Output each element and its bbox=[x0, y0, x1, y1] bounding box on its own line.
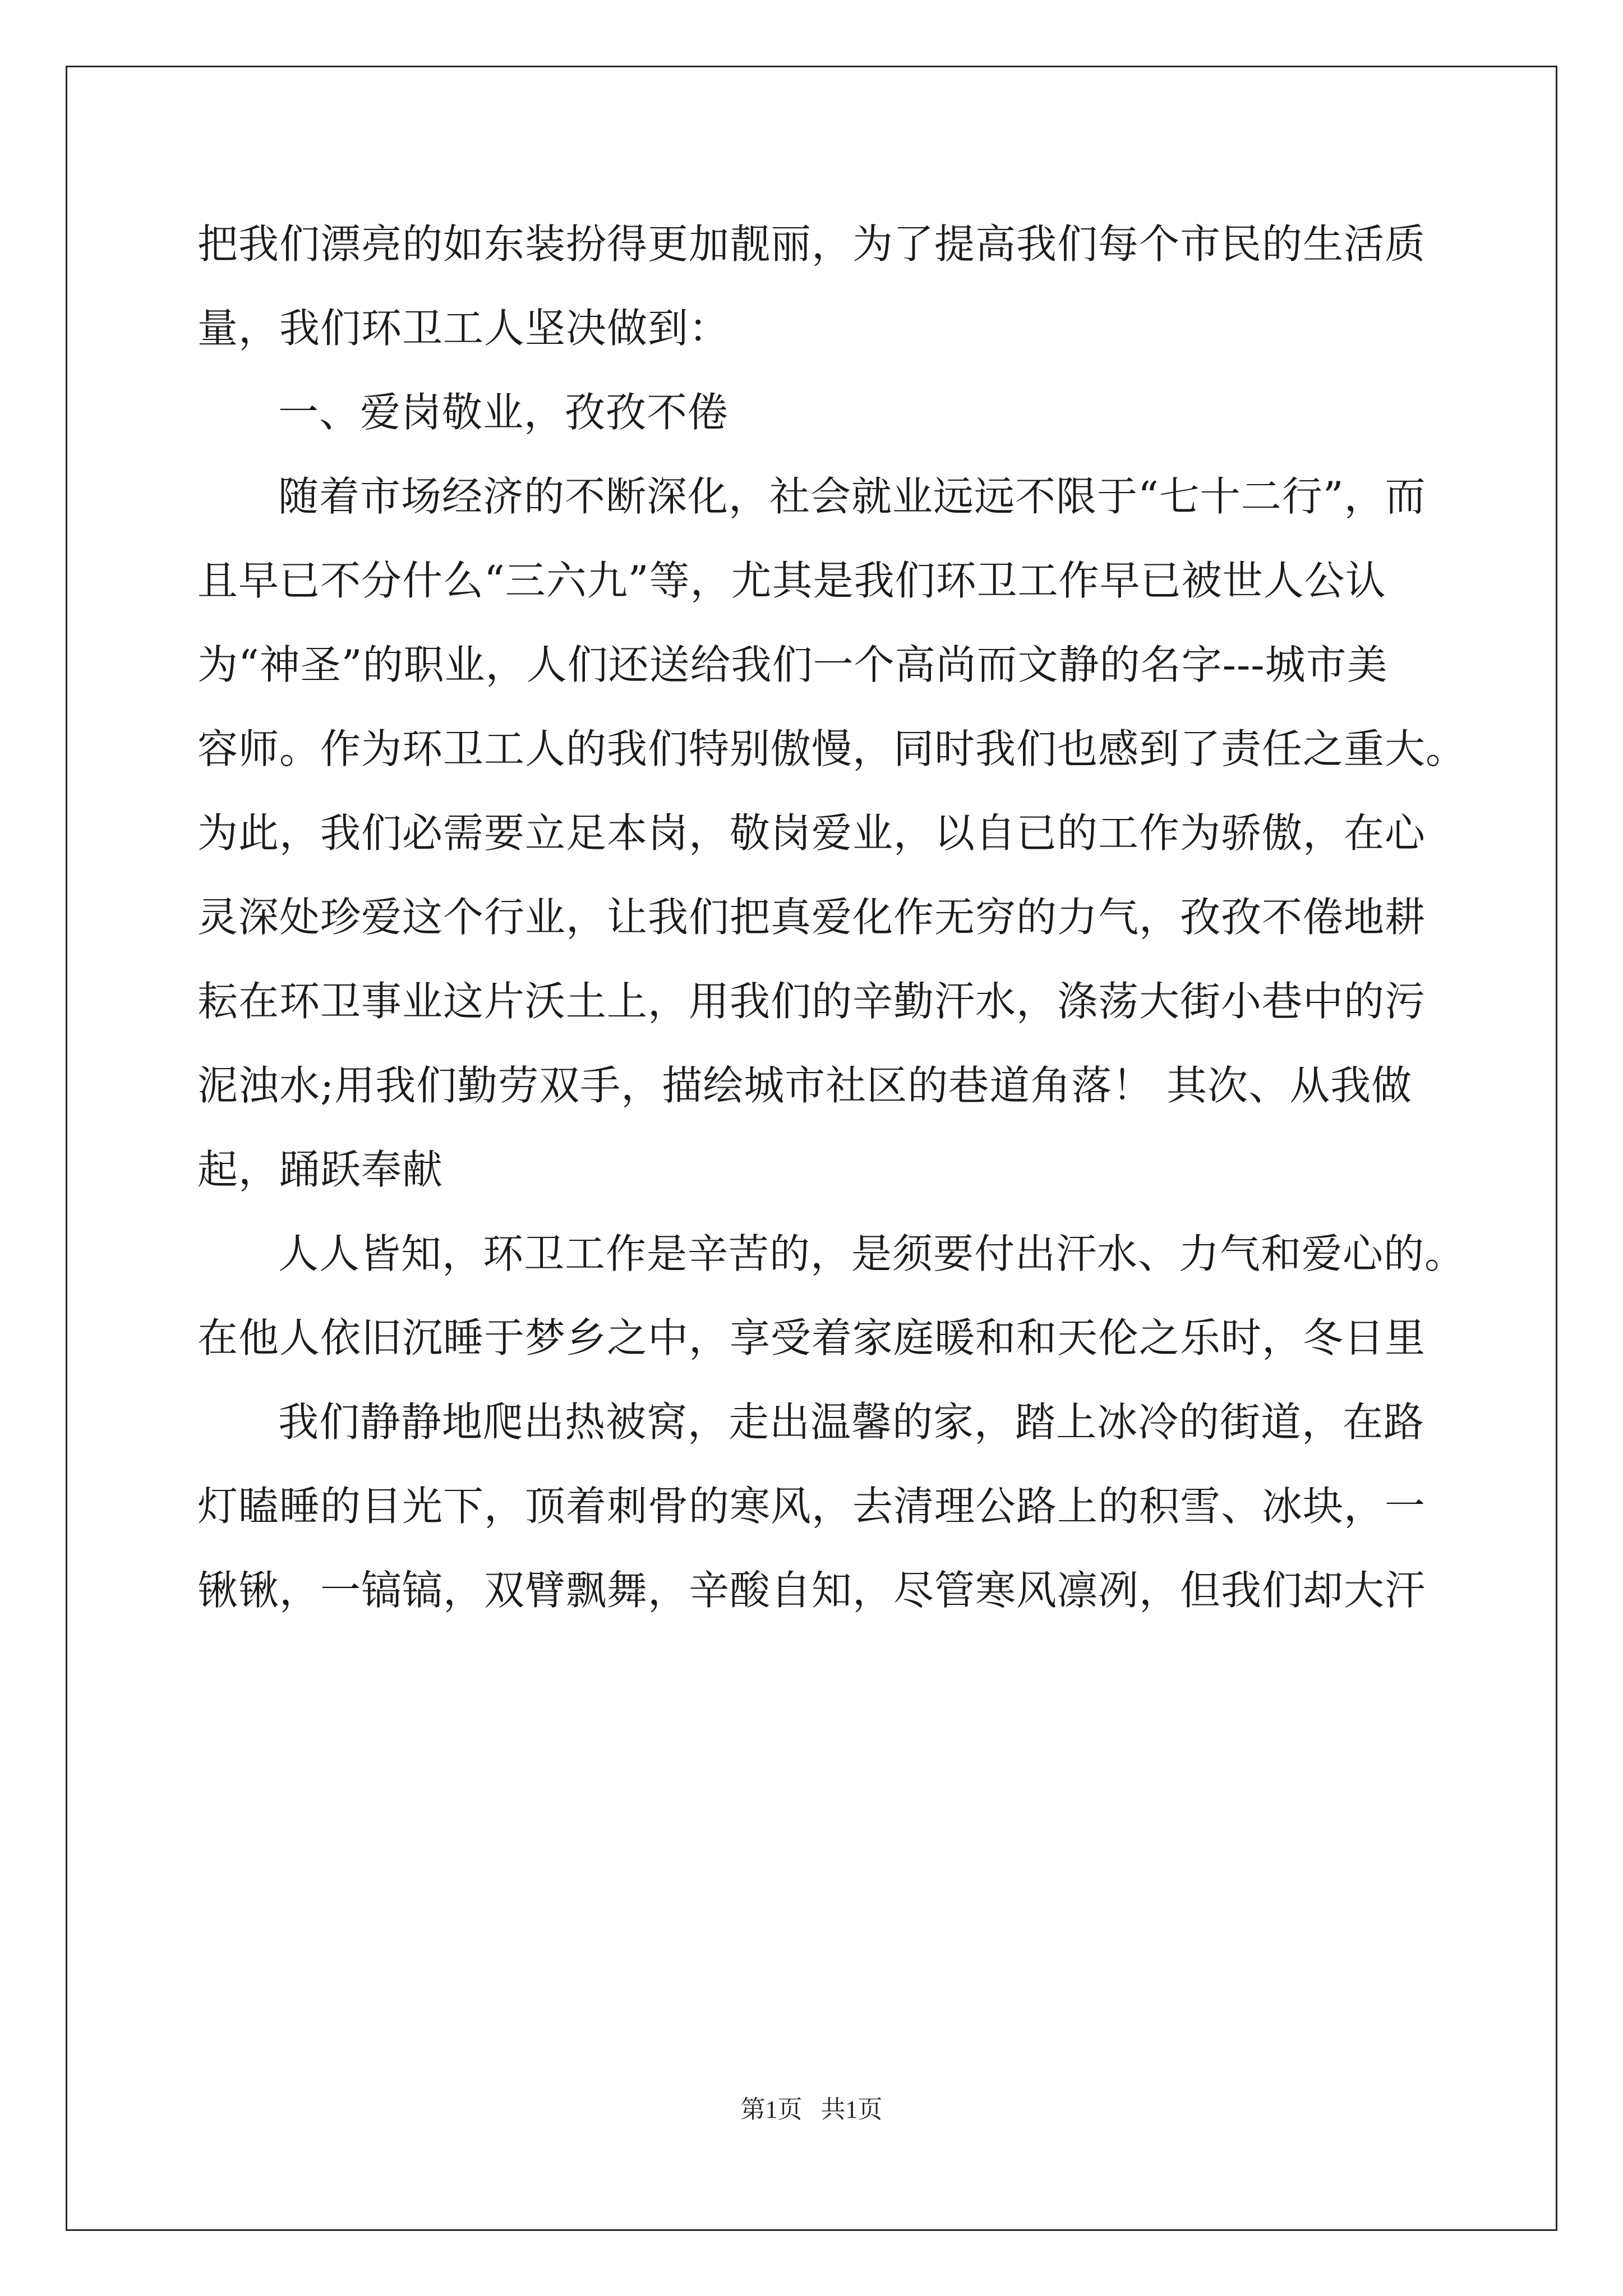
text-line: 容师。作为环卫工人的我们特别傲慢，同时我们也感到了责任之重大。 bbox=[197, 725, 1467, 772]
document-body bbox=[197, 202, 1467, 1632]
text-line: 耘在环卫事业这片沃土上，用我们的辛勤汗水，涤荡大街小巷中的污 bbox=[197, 978, 1426, 1025]
page-footer bbox=[0, 2089, 1623, 2125]
text-line: 灯瞌睡的目光下，顶着刺骨的寒风，去清理公路上的积雪、冰块，一 bbox=[197, 1483, 1426, 1530]
text-line: 灵深处珍爱这个行业，让我们把真爱化作无穷的力气，孜孜不倦地耕 bbox=[197, 894, 1426, 941]
text-line: 我们静静地爬出热被窝，走出温馨的家，踏上冰冷的街道，在路 bbox=[278, 1398, 1425, 1446]
text-line: 人人皆知，环卫工作是辛苦的，是须要付出汗水、力气和爱心的。 bbox=[278, 1230, 1466, 1277]
text-line: 且早已不分什么“三六九”等，尤其是我们环卫工作早已被世人公认 bbox=[197, 557, 1386, 604]
page-number-label: 第1页 共1页 bbox=[740, 2096, 883, 2123]
section-heading: 一、爱岗敬业，孜孜不倦 bbox=[278, 389, 729, 436]
text-line: 量，我们环卫工人坚决做到： bbox=[197, 305, 730, 352]
text-line: 起，踊跃奉献 bbox=[197, 1146, 444, 1193]
text-line: 把我们漂亮的如东装扮得更加靓丽，为了提高我们每个市民的生活质 bbox=[197, 220, 1426, 268]
text-line: 随着市场经济的不断深化，社会就业远远不限于“七十二行”，而 bbox=[278, 473, 1426, 520]
text-line: 在他人依旧沉睡于梦乡之中，享受着家庭暖和和天伦之乐时，冬日里 bbox=[197, 1314, 1426, 1361]
text-line: 为“神圣”的职业，人们还送给我们一个高尚而文静的名字---城市美 bbox=[197, 641, 1388, 688]
text-line: 泥浊水;用我们勤劳双手，描绘城市社区的巷道角落！ 其次、从我做 bbox=[197, 1062, 1413, 1109]
text-line: 为此，我们必需要立足本岗，敬岗爱业，以自已的工作为骄傲，在心 bbox=[197, 809, 1426, 857]
text-line: 锹锹，一镐镐，双臂飘舞，辛酸自知，尽管寒风凛冽，但我们却大汗 bbox=[197, 1567, 1426, 1614]
